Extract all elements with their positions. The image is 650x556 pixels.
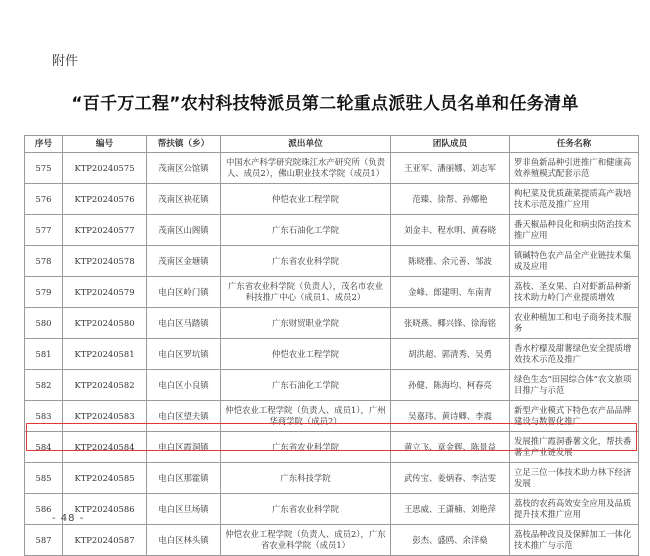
cell-unit: 仲恺农业工程学院（负责人、成员2），广东省农业科学院（成员1）	[221, 525, 391, 556]
cell-town: 电白区那霍镇	[147, 463, 221, 494]
cell-code: KTP20240576	[63, 184, 147, 215]
cell-code: KTP20240578	[63, 246, 147, 277]
table-row	[25, 370, 639, 401]
table-row	[25, 246, 639, 277]
table-header-row	[25, 136, 639, 153]
cell-code: KTP20240579	[63, 277, 147, 308]
cell-no: 585	[25, 463, 63, 494]
table-row	[25, 215, 639, 246]
cell-no: 578	[25, 246, 63, 277]
cell-task: 发展推广霞洞番薯文化，帮扶番薯全产业链发展	[510, 432, 639, 463]
cell-no: 577	[25, 215, 63, 246]
cell-task: 立足三位一体技术助力林下经济发展	[510, 463, 639, 494]
cell-town: 电白区小良镇	[147, 370, 221, 401]
cell-task: 香水柠檬及甜薯绿色安全提质增效技术示范及推广	[510, 339, 639, 370]
cell-town: 电白区林头镇	[147, 525, 221, 556]
cell-no: 583	[25, 401, 63, 432]
cell-unit: 广东财贸职业学院	[221, 308, 391, 339]
cell-unit: 广东省农业科学院（负责人），茂名市农业科技推广中心（成员1、成员2）	[221, 277, 391, 308]
table-row	[25, 401, 639, 432]
cell-no: 581	[25, 339, 63, 370]
cell-unit: 广东石油化工学院	[221, 215, 391, 246]
header-unit: 派出单位	[221, 136, 391, 153]
cell-members: 陈晓雅、余元善、邹波	[391, 246, 510, 277]
table-row	[25, 308, 639, 339]
cell-code: KTP20240575	[63, 153, 147, 184]
cell-code: KTP20240585	[63, 463, 147, 494]
cell-code: KTP20240586	[63, 494, 147, 525]
cell-no: 576	[25, 184, 63, 215]
table-row	[25, 339, 639, 370]
table-row	[25, 153, 639, 184]
cell-task: 绿色生态“田园综合体”农文旅项目推广与示范	[510, 370, 639, 401]
cell-code: KTP20240582	[63, 370, 147, 401]
table-row	[25, 525, 639, 556]
cell-unit: 仲恺农业工程学院	[221, 339, 391, 370]
cell-members: 王思威、王潇楠、刘艳萍	[391, 494, 510, 525]
cell-unit: 广东省农业科学院	[221, 432, 391, 463]
cell-members: 范臻、徐帮、孙娜艳	[391, 184, 510, 215]
cell-town: 茂南区公馆镇	[147, 153, 221, 184]
cell-members: 刘金丰、程水明、黄春晓	[391, 215, 510, 246]
cell-members: 金峰、郎建明、车南青	[391, 277, 510, 308]
cell-no: 587	[25, 525, 63, 556]
cell-task: 荔枝的农药高效安全应用及品质提升技术推广应用	[510, 494, 639, 525]
cell-members: 吴嘉玮、黄诗卿、李震	[391, 401, 510, 432]
cell-task: 农业种植加工和电子商务技术服务	[510, 308, 639, 339]
cell-code: KTP20240583	[63, 401, 147, 432]
cell-task: 新型产业模式下特色农产品品牌建设与数智化推广	[510, 401, 639, 432]
cell-town: 电白区旦场镇	[147, 494, 221, 525]
cell-members: 张晓燕、椰兴锋、徐海铭	[391, 308, 510, 339]
table-row	[25, 494, 639, 525]
cell-no: 580	[25, 308, 63, 339]
table-row	[25, 184, 639, 215]
cell-code: KTP20240581	[63, 339, 147, 370]
cell-no: 582	[25, 370, 63, 401]
cell-no: 586	[25, 494, 63, 525]
cell-task: 罗非鱼新品种引进推广和健康高效养殖模式配套示范	[510, 153, 639, 184]
cell-members: 武传宝、姜炳春、李洁雯	[391, 463, 510, 494]
cell-town: 电白区岭门镇	[147, 277, 221, 308]
cell-code: KTP20240577	[63, 215, 147, 246]
cell-town: 电白区罗坑镇	[147, 339, 221, 370]
cell-unit: 广东科技学院	[221, 463, 391, 494]
cell-code: KTP20240580	[63, 308, 147, 339]
cell-unit: 广东省农业科学院	[221, 494, 391, 525]
header-task: 任务名称	[510, 136, 639, 153]
cell-town: 电白区马踏镇	[147, 308, 221, 339]
annex-label: 附件	[52, 54, 79, 69]
cell-town: 茂南区袂花镇	[147, 184, 221, 215]
table-row	[25, 432, 639, 463]
cell-unit: 广东省农业科学院	[221, 246, 391, 277]
cell-members: 孙健、陈海均、柯春亮	[391, 370, 510, 401]
cell-unit: 广东石油化工学院	[221, 370, 391, 401]
cell-code: KTP20240587	[63, 525, 147, 556]
cell-members: 黄立飞、章金辉、陈景益	[391, 432, 510, 463]
header-members: 团队成员	[391, 136, 510, 153]
cell-task: 番天椒品种良化和病虫防治技术推广应用	[510, 215, 639, 246]
cell-no: 575	[25, 153, 63, 184]
cell-task: 枸杞菜及优质蔬菜提质高产栽培技术示范及推广应用	[510, 184, 639, 215]
header-no: 序号	[25, 136, 63, 153]
assignment-table	[24, 135, 639, 556]
cell-unit: 仲恺农业工程学院	[221, 184, 391, 215]
cell-town: 茂南区山阁镇	[147, 215, 221, 246]
cell-unit: 中国水产科学研究院珠江水产研究所（负责人、成员2），佛山职业技术学院（成员1）	[221, 153, 391, 184]
cell-town: 电白区霞洞镇	[147, 432, 221, 463]
document-title: “百千万工程”农村科技特派员第二轮重点派驻人员名单和任务清单	[71, 94, 579, 114]
cell-no: 584	[25, 432, 63, 463]
cell-unit: 仲恺农业工程学院（负责人、成员1），广州华商学院（成员2）	[221, 401, 391, 432]
header-town: 帮扶镇（乡）	[147, 136, 221, 153]
header-code: 编号	[63, 136, 147, 153]
cell-members: 王亚军、潘丽娜、刘志军	[391, 153, 510, 184]
cell-code: KTP20240584	[63, 432, 147, 463]
table-row	[25, 277, 639, 308]
cell-town: 茂南区金塘镇	[147, 246, 221, 277]
highlighted-table-row	[25, 463, 639, 494]
cell-task: 镇碱特色农产品全产业链技术集成及应用	[510, 246, 639, 277]
page-number: - 48 -	[52, 513, 85, 524]
cell-members: 胡洪超、郭清秀、吴勇	[391, 339, 510, 370]
cell-task: 荔枝、圣女果、白对虾新品种新技术助力岭门产业提质增效	[510, 277, 639, 308]
cell-task: 荔枝品种改良及保鲜加工一体化技术推广与示范	[510, 525, 639, 556]
cell-members: 彭杰、盛鸥、余洋燊	[391, 525, 510, 556]
cell-town: 电白区望夫镇	[147, 401, 221, 432]
cell-no: 579	[25, 277, 63, 308]
